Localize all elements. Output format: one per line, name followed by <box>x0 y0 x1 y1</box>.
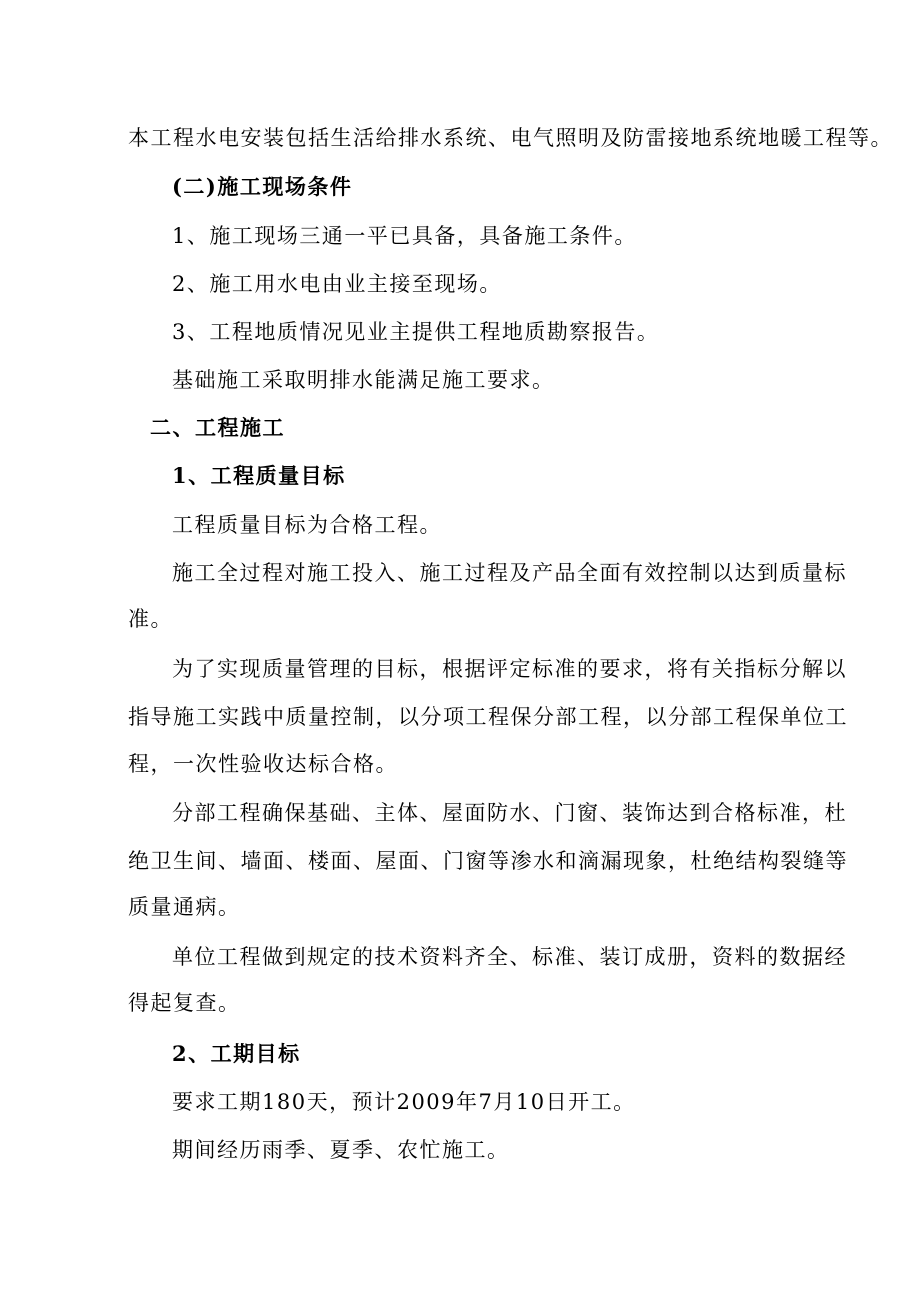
paragraph-subdivision-line2: 绝卫生间、墙面、楼面、屋面、门窗等渗水和滴漏现象，杜绝结构裂缝等 <box>128 849 848 873</box>
list-item-1: 1、施工现场三通一平已具备，具备施工条件。 <box>172 224 637 248</box>
heading-quality-target: 1、工程质量目标 <box>172 463 346 488</box>
paragraph-documentation-line2: 得起复查。 <box>128 991 241 1015</box>
paragraph-subdivision-line1: 分部工程确保基础、主体、屋面防水、门窗、装饰达到合格标准，杜 <box>172 801 847 825</box>
heading-section-2: 二、工程施工 <box>150 415 285 440</box>
paragraph-management-line3: 程，一次性验收达标合格。 <box>128 752 398 776</box>
paragraph-foundation: 基础施工采取明排水能满足施工要求。 <box>172 368 555 392</box>
paragraph-documentation-line1: 单位工程做到规定的技术资料齐全、标准、装订成册，资料的数据经 <box>172 945 847 969</box>
paragraph-process-control-line2: 准。 <box>128 607 173 631</box>
heading-schedule-target: 2、工期目标 <box>172 1041 301 1066</box>
paragraph-process-control-line1: 施工全过程对施工投入、施工过程及产品全面有效控制以达到质量标 <box>172 561 847 585</box>
paragraph-seasons: 期间经历雨季、夏季、农忙施工。 <box>172 1138 510 1162</box>
paragraph-scope: 本工程水电安装包括生活给排水系统、电气照明及防雷接地系统地暖工程等。 <box>128 126 893 150</box>
paragraph-quality-goal: 工程质量目标为合格工程。 <box>172 513 442 537</box>
list-item-3: 3、工程地质情况见业主提供工程地质勘察报告。 <box>172 320 660 344</box>
paragraph-management-line2: 指导施工实践中质量控制，以分项工程保分部工程，以分部工程保单位工 <box>128 705 848 729</box>
paragraph-management-line1: 为了实现质量管理的目标，根据评定标准的要求，将有关指标分解以 <box>172 657 847 681</box>
list-item-2: 2、施工用水电由业主接至现场。 <box>172 272 502 296</box>
heading-site-conditions: (二)施工现场条件 <box>172 174 353 199</box>
paragraph-subdivision-line3: 质量通病。 <box>128 895 241 919</box>
paragraph-schedule: 要求工期180天，预计2009年7月10日开工。 <box>172 1090 636 1114</box>
